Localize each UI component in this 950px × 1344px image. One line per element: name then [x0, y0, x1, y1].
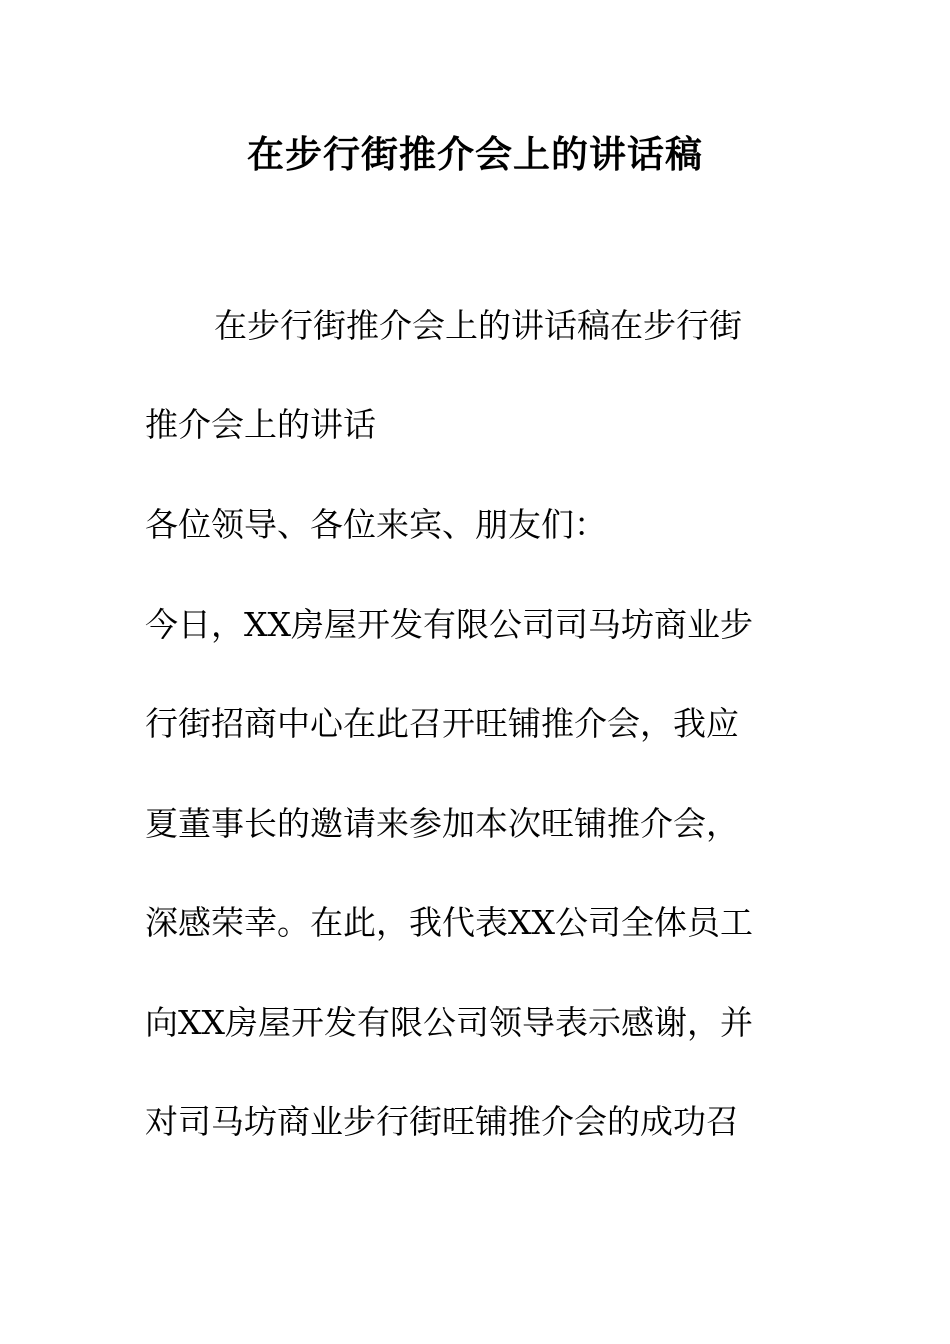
- salutation-line: 各位领导、各位来宾、朋友们：: [145, 505, 607, 544]
- body-line-7: 深感荣幸。在此，我代表XX公司全体员工: [145, 903, 753, 942]
- body-line-8: 向XX房屋开发有限公司领导表示感谢，并: [145, 1003, 753, 1042]
- body-line-4: 今日，XX房屋开发有限公司司马坊商业步: [145, 605, 753, 644]
- body-line-1: 在步行街推介会上的讲话稿在步行街: [214, 306, 742, 345]
- document-title: 在步行街推介会上的讲话稿: [247, 132, 703, 176]
- body-line-9: 对司马坊商业步行街旺铺推介会的成功召: [145, 1102, 739, 1141]
- body-line-2: 推介会上的讲话: [145, 405, 376, 444]
- body-line-5: 行街招商中心在此召开旺铺推介会，我应: [145, 704, 739, 743]
- body-line-6: 夏董事长的邀请来参加本次旺铺推介会，: [145, 804, 739, 843]
